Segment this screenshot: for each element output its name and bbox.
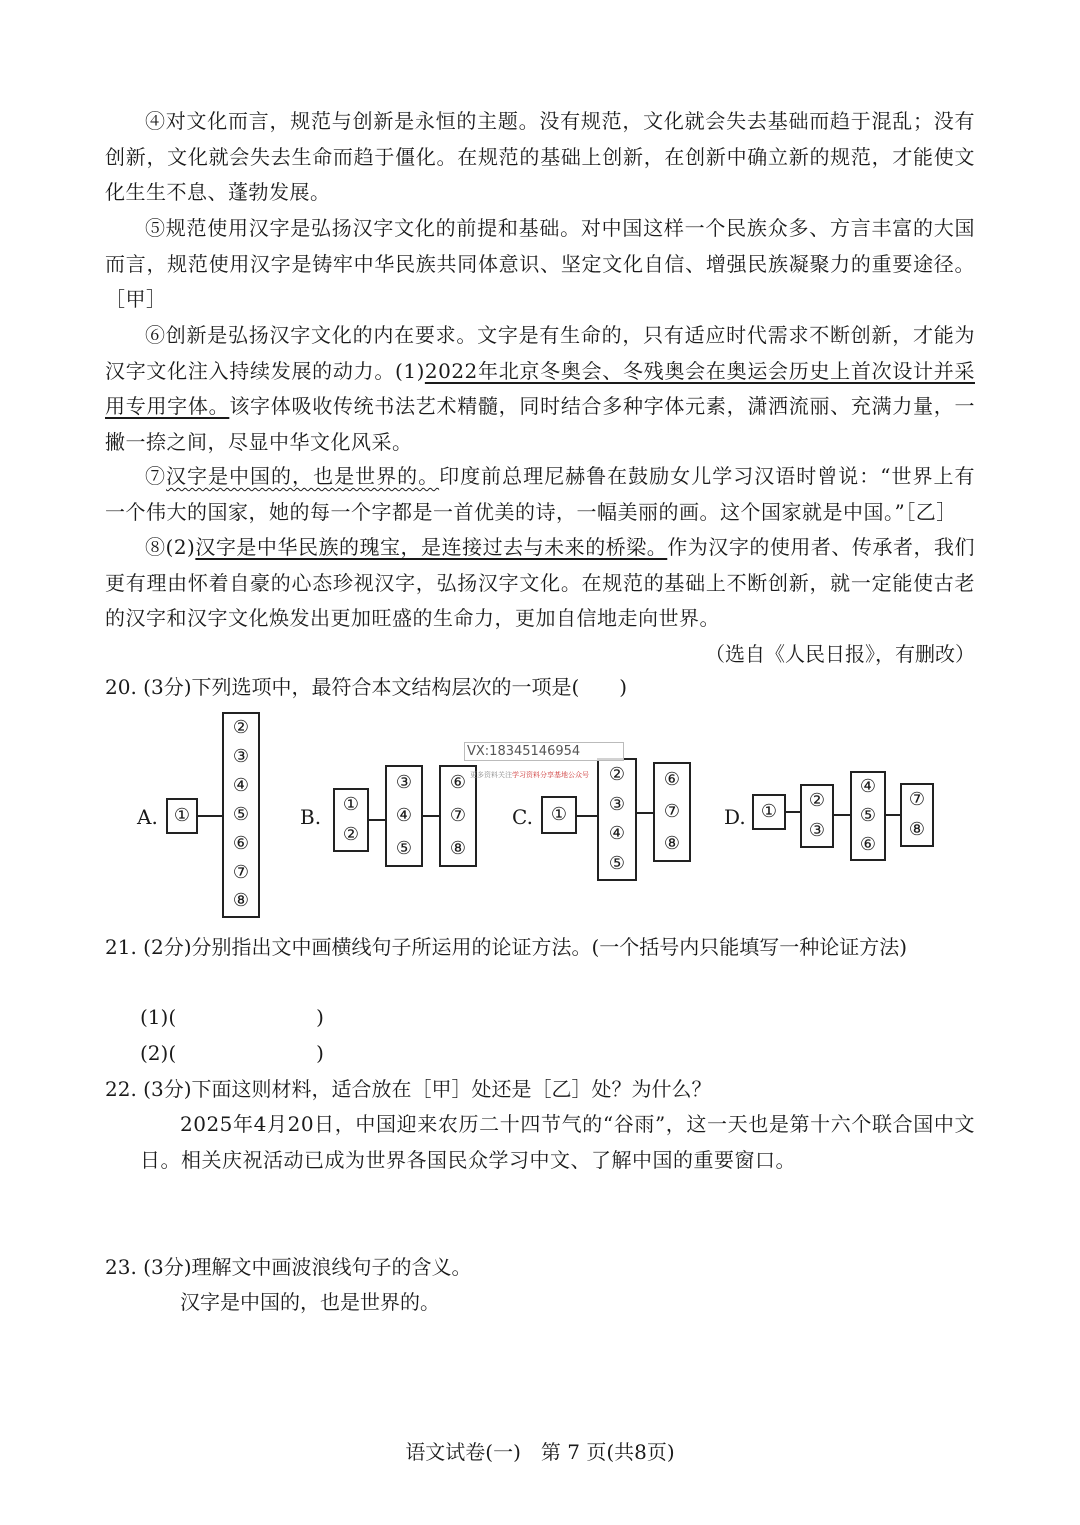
node: ① (550, 804, 568, 825)
watermark-sub (470, 770, 589, 780)
option-d-label: D. (724, 805, 746, 829)
connector-line (423, 815, 439, 817)
node: ② (608, 763, 626, 785)
node: ⑥ (232, 832, 250, 854)
option-b-group-1 (333, 788, 369, 852)
question-23-stem: 23. (3分)理解文中画波浪线句子的含义。 (105, 1255, 472, 1279)
node: ⑥ (449, 772, 467, 794)
node: ⑧ (449, 837, 467, 859)
option-c-group-2 (597, 758, 637, 881)
node: ③ (608, 793, 626, 815)
connector-line (786, 811, 800, 813)
source-note: （选自《人民日报》，有删改） (705, 642, 975, 666)
option-a-group-2 (222, 712, 260, 918)
option-d-group-3 (850, 771, 886, 861)
connector-line (369, 819, 385, 821)
option-b-label: B. (300, 805, 322, 829)
node: ④ (608, 823, 626, 845)
option-b-group-2 (385, 765, 423, 867)
watermark: VX:18345146954 (464, 742, 624, 761)
paragraph-7-text-b: 印度前总理尼赫鲁在鼓励女儿学习汉语时曾说：“世界上有一个伟大的国家，她的每一个字都是一首优美的诗，一幅美丽的画。这个国家就是中国。”［乙］ (105, 464, 976, 524)
node: ① (173, 805, 191, 826)
node: ③ (808, 820, 826, 841)
connector-line (637, 812, 653, 814)
connector-line (577, 815, 597, 817)
option-d-group-4 (900, 783, 934, 847)
option-b-group-3 (439, 765, 477, 867)
node: ③ (232, 746, 250, 768)
option-c-label: C. (512, 805, 533, 829)
option-a-group-1 (166, 798, 198, 834)
node: ⑦ (232, 861, 250, 883)
question-21-stem: 21. (2分)分别指出文中画横线句子所运用的论证方法。(一个括号内只能填写一种论证方法) (105, 935, 908, 959)
node: ⑥ (663, 769, 681, 790)
paragraph-8 (105, 530, 975, 637)
node: ⑧ (908, 819, 926, 840)
node: ① (342, 794, 360, 815)
paragraph-6-underlined-sentence: 2022年北京冬奥会、冬残奥会在奥运会历史上首次设计并采用专用字体。 (105, 358, 975, 418)
node: ⑧ (232, 890, 250, 912)
paragraph-7-text-a: ⑦ (145, 464, 167, 488)
paragraph-5: ⑤规范使用汉字是弘扬汉字文化的前提和基础。对中国这样一个民族众多、方言丰富的大国而言，规范使用汉字是铸牢中华民族共同体意识、坚定文化自信、增强民族凝聚力的重要途径。［甲］ (105, 216, 975, 311)
paragraph-7 (105, 459, 975, 530)
node: ⑤ (395, 837, 413, 859)
question-23-sentence: 汉字是中国的，也是世界的。 (180, 1290, 440, 1314)
watermark-sub-a: 更多资料关注 (470, 771, 512, 779)
node: ③ (395, 772, 413, 794)
node: ⑤ (859, 804, 877, 826)
question-20-stem: 20. (3分)下列选项中，最符合本文结构层次的一项是( ) (105, 675, 628, 699)
question-21-answer-1[interactable]: (1)( ) (140, 1005, 324, 1029)
paragraph-8-text-a: ⑧(2) (145, 535, 196, 559)
node: ⑤ (232, 803, 250, 825)
node: ② (342, 824, 360, 845)
question-21-answer-2[interactable]: (2)( ) (140, 1041, 324, 1065)
connector-line (886, 814, 900, 816)
node: ① (760, 801, 778, 822)
paragraph-6-text-b: 该字体吸收传统书法艺术精髓，同时结合多种字体元素，潇洒流丽、充满力量，一撇一捺之间，尽显中华文化风采。 (105, 394, 976, 454)
node: ⑦ (449, 804, 467, 826)
paragraph-8-text-b: 作为汉字的使用者、传承者，我们更有理由怀着自豪的心态珍视汉字，弘扬汉字文化。在规范的基础上不断创新，就一定能使古老的汉字和汉字文化焕发出更加旺盛的生命力，更加自信地走向世界。 (105, 535, 976, 630)
page-footer: 语文试卷(一) 第 7 页(共8页) (405, 1440, 675, 1464)
node: ⑤ (608, 853, 626, 875)
node: ⑦ (663, 801, 681, 822)
option-a-label: A. (137, 805, 158, 829)
option-c-group-1 (541, 796, 577, 834)
question-22-stem: 22. (3分)下面这则材料，适合放在［甲］处还是［乙］处？为什么？ (105, 1077, 712, 1101)
paragraph-8-underlined-sentence: 汉字是中华民族的瑰宝，是连接过去与未来的桥梁。 (195, 535, 668, 559)
node: ④ (395, 804, 413, 826)
node: ④ (859, 776, 877, 798)
node: ⑦ (908, 789, 926, 810)
question-22-material: 2025年4月20日，中国迎来农历二十四节气的“谷雨”，这一天也是第十六个联合国中文日。相关庆祝活动已成为世界各国民众学习中文、了解中国的重要窗口。 (140, 1112, 975, 1172)
node: ④ (232, 775, 250, 797)
paragraph-4: ④对文化而言，规范与创新是永恒的主题。没有规范，文化就会失去基础而趋于混乱；没有创新，文化就会失去生命而趋于僵化。在规范的基础上创新，在创新中确立新的规范，才能使文化生生不息、蓬勃发展。 (105, 109, 975, 204)
node: ② (232, 717, 250, 739)
node: ② (808, 790, 826, 811)
node: ⑥ (859, 833, 877, 855)
paragraph-7-wavy-sentence: 汉字是中国的，也是世界的。 (166, 464, 440, 488)
option-d-group-2 (800, 784, 834, 848)
connector-line (198, 815, 222, 817)
option-d-group-1 (752, 794, 786, 830)
paragraph-6 (105, 318, 975, 460)
connector-line (834, 814, 850, 816)
option-c-group-3 (653, 762, 691, 862)
node: ⑧ (663, 833, 681, 854)
watermark-sub-b: 学习资料分享基地公众号 (512, 771, 589, 779)
paragraph-6-text-a: ⑥创新是弘扬汉字文化的内在要求。文字是有生命的，只有适应时代需求不断创新，才能为汉字文化注入持续发展的动力。(1) (105, 323, 975, 383)
